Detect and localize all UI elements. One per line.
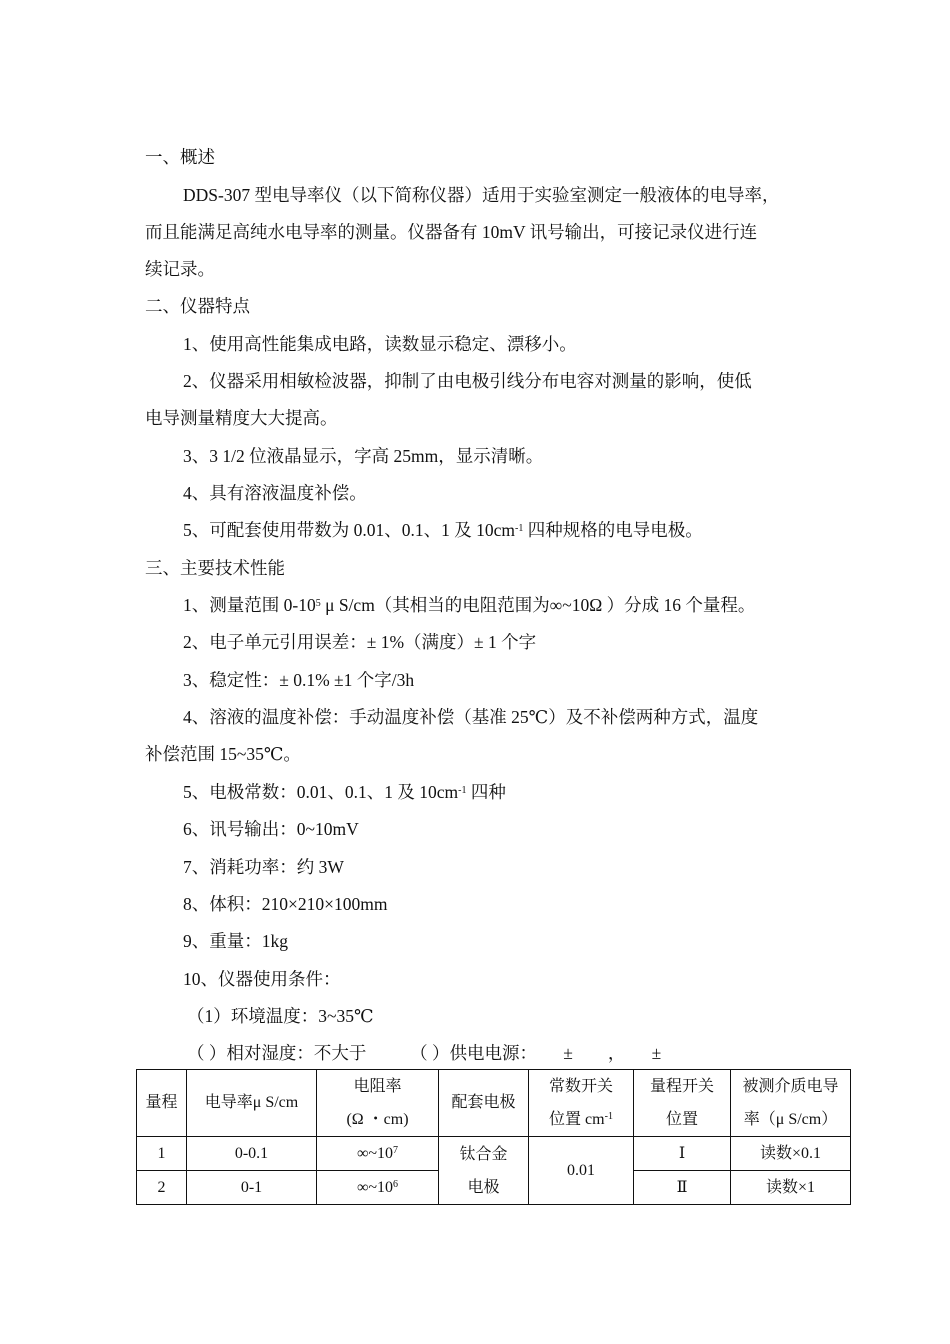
- header-range: 量程: [137, 1070, 187, 1137]
- spec-item-continued: 补偿范围 15~35℃。: [145, 744, 301, 764]
- header-resistivity-line2: (Ω ・cm): [346, 1111, 409, 1128]
- superscript: -1: [604, 1111, 613, 1122]
- cell-range: 1: [137, 1137, 187, 1171]
- section-1-paragraph-line: 而且能满足高纯水电导率的测量。仪器备有 10mV 讯号输出，可接记录仪进行连: [145, 222, 758, 242]
- spec-item: 8、体积：210×210×100mm: [183, 894, 388, 914]
- spec-item: 4、溶液的温度补偿：手动温度补偿（基准 25℃）及不补偿两种方式，温度: [183, 707, 759, 727]
- superscript: 5: [315, 598, 321, 609]
- feature-item-continued: 电导测量精度大大提高。: [145, 408, 338, 428]
- spec-item-text: μ S/cm（其相当的电阻范围为∞~10Ω ）分成 16 个量程。: [320, 595, 756, 615]
- cell-electrode-line1: 钛合金: [459, 1145, 508, 1163]
- feature-item: 4、具有溶液温度补偿。: [183, 483, 367, 503]
- header-range-switch-line1: 量程开关: [649, 1078, 714, 1095]
- header-electrode: 配套电极: [439, 1070, 529, 1137]
- header-medium-line1: 被测介质电导: [742, 1078, 839, 1095]
- feature-item-text: 四种规格的电导电极。: [523, 520, 703, 540]
- usage-condition: （1）环境温度：3~35℃: [187, 1006, 374, 1026]
- spec-item: 7、消耗功率：约 3W: [183, 857, 344, 877]
- cell-resistivity: [317, 1137, 439, 1171]
- section-3-title: 三、主要技术性能: [145, 558, 285, 578]
- feature-item: 3、3 1/2 位液晶显示，字高 25mm，显示清晰。: [183, 446, 544, 466]
- spec-item: 2、电子单元引用误差：± 1%（满度）± 1 个字: [183, 632, 537, 652]
- section-1-paragraph-line: 续记录。: [145, 259, 215, 279]
- range-table: [136, 1069, 851, 1205]
- superscript: 7: [393, 1144, 399, 1156]
- spec-item: 10、仪器使用条件：: [183, 969, 341, 989]
- spec-item: [183, 781, 506, 803]
- cell-electrode: [439, 1137, 529, 1205]
- feature-item: 1、使用高性能集成电路，读数显示稳定、漂移小。: [183, 334, 577, 354]
- cell-resistivity-text: ∞~10: [356, 1144, 394, 1162]
- cell-resistivity: [317, 1171, 439, 1205]
- spec-item-text: 四种: [466, 782, 506, 802]
- header-medium: [731, 1070, 851, 1137]
- header-constant-line2: [531, 1103, 631, 1136]
- superscript: -1: [458, 785, 467, 796]
- header-range-switch: [634, 1070, 731, 1137]
- spec-item-text: 1、测量范围 0-10: [183, 595, 316, 615]
- header-constant-text: 位置 cm: [549, 1111, 605, 1128]
- feature-item-text: 5、可配套使用带数为 0.01、0.1、1 及 10cm: [183, 520, 516, 540]
- header-constant-switch: [529, 1070, 634, 1137]
- header-resistivity: [317, 1070, 439, 1137]
- cell-range-switch: Ⅱ: [634, 1171, 731, 1205]
- feature-item: [183, 519, 703, 541]
- cell-resistivity-text: ∞~10: [356, 1178, 394, 1196]
- cell-electrode-line2: 电极: [467, 1178, 500, 1196]
- table-row: [137, 1137, 851, 1171]
- spec-item: 6、讯号输出：0~10mV: [183, 819, 359, 839]
- superscript: -1: [515, 523, 524, 534]
- feature-item: 2、仪器采用相敏检波器，抑制了由电极引线分布电容对测量的影响，使低: [183, 371, 752, 391]
- section-1-title: 一、概述: [145, 147, 215, 167]
- cell-range-switch: Ⅰ: [634, 1137, 731, 1171]
- table-header-row: [137, 1070, 851, 1137]
- spec-item-text: 5、电极常数：0.01、0.1、1 及 10cm: [183, 782, 459, 802]
- header-range-switch-line2: 位置: [665, 1111, 698, 1128]
- spec-item: [183, 594, 755, 616]
- cell-medium: 读数×1: [731, 1171, 851, 1205]
- header-resistivity-line1: 电阻率: [353, 1078, 402, 1095]
- header-conductivity: 电导率μ S/cm: [187, 1070, 317, 1137]
- spec-item: 9、重量：1kg: [183, 931, 288, 951]
- header-constant-line1: 常数开关: [548, 1078, 613, 1095]
- cell-conductivity: 0-1: [187, 1171, 317, 1205]
- cell-range: 2: [137, 1171, 187, 1205]
- superscript: 6: [393, 1178, 399, 1190]
- cell-constant: 0.01: [529, 1137, 634, 1205]
- cell-conductivity: 0-0.1: [187, 1137, 317, 1171]
- section-1-paragraph-line: DDS-307 型电导率仪（以下简称仪器）适用于实验室测定一般液体的电导率，: [183, 185, 780, 205]
- section-2-title: 二、仪器特点: [145, 296, 250, 316]
- spec-item: 3、稳定性：± 0.1% ±1 个字/3h: [183, 670, 415, 690]
- header-medium-line2: 率（μ S/cm）: [743, 1111, 838, 1128]
- usage-condition: （ ）相对湿度：不大于 （ ）供电电源： ± ， ±: [187, 1043, 662, 1063]
- cell-medium: 读数×0.1: [731, 1137, 851, 1171]
